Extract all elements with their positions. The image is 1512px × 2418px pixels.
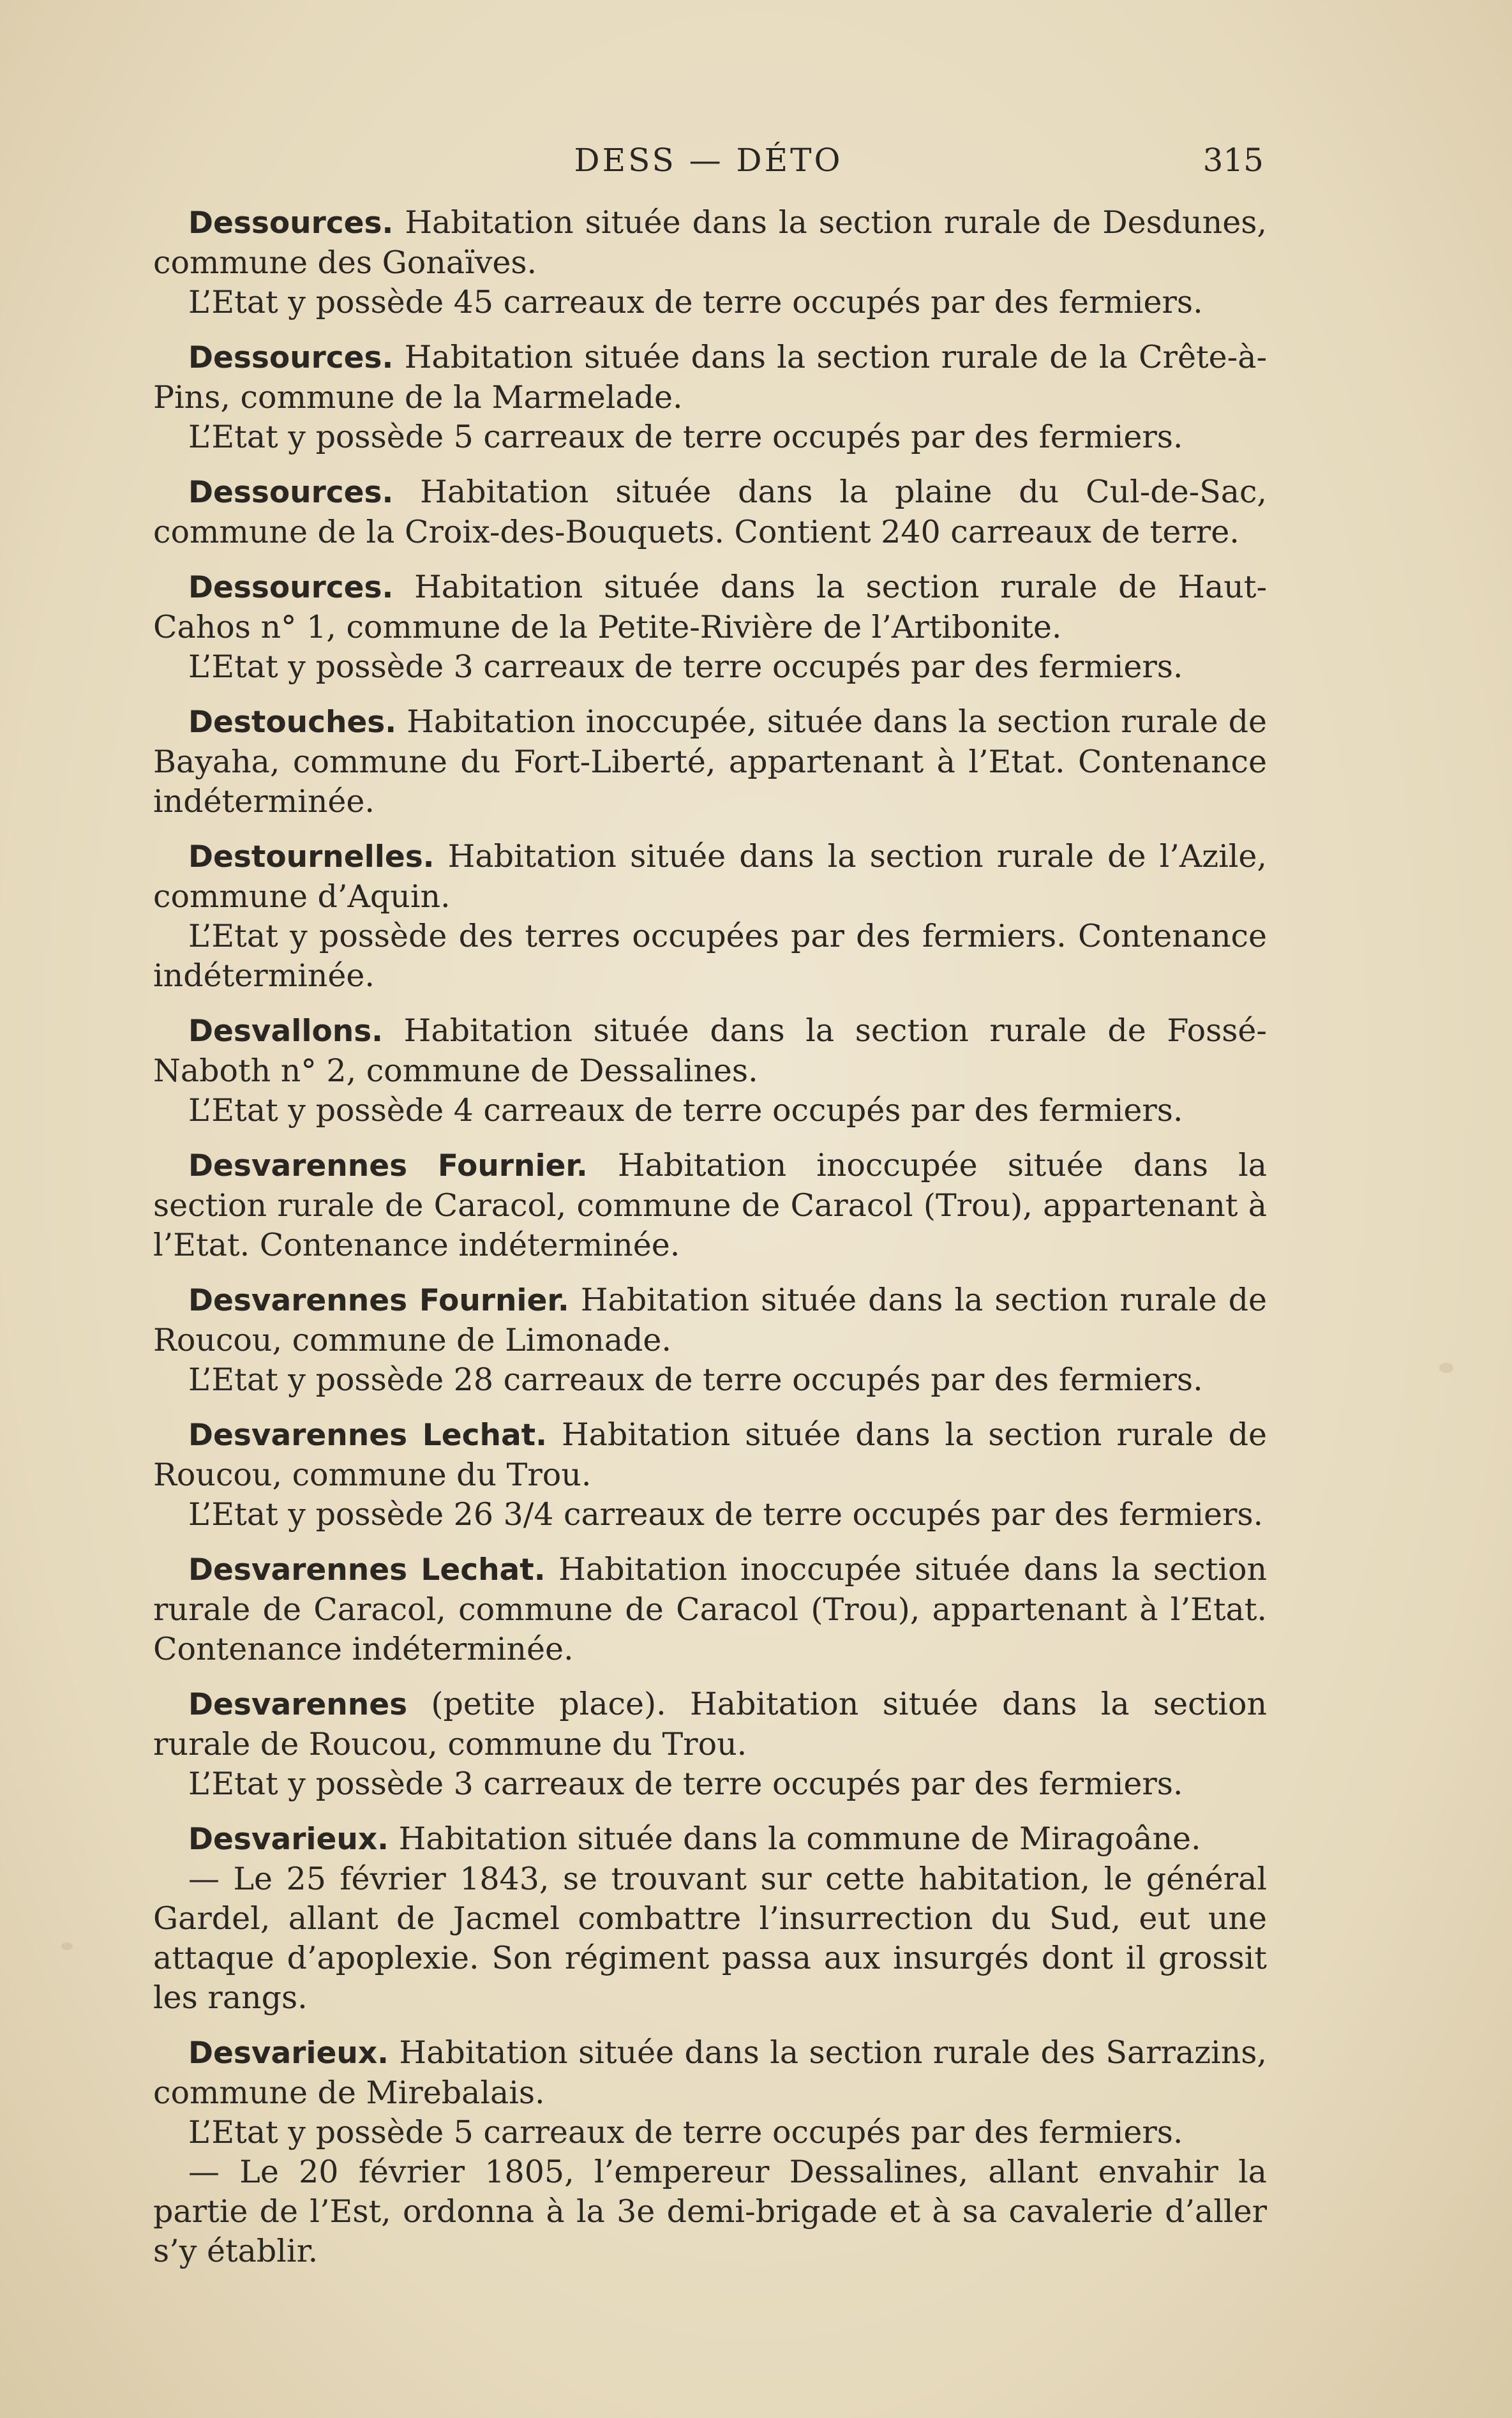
dictionary-entry [153, 837, 1267, 996]
entry-paragraph [153, 417, 1267, 457]
entry-paragraph [153, 702, 1267, 822]
entry-paragraph [153, 1415, 1267, 1495]
entry-text: — Le 25 février 1843, se trouvant sur cette habitation, le général Gardel, allant de Jacmel combattre l’insurrection du Sud, eut une attaque d’apoplexie. Son régiment passa aux insurgés dont il grossit les rangs. [153, 1861, 1267, 2016]
entry-text: L’Etat y possède 45 carreaux de terre occupés par des fermiers. [188, 284, 1203, 320]
entry-paragraph [153, 283, 1267, 322]
entry-headword: Desvarennes Fournier. [188, 1148, 588, 1183]
entry-paragraph [153, 837, 1267, 917]
entry-headword: Destouches. [188, 705, 397, 740]
entry-text: Habitation située dans la section rurale de Roucou, commune de Limonade. [153, 1282, 1267, 1358]
paper-stain [61, 1942, 73, 1950]
entry-text: Habitation située dans la plaine du Cul-de-Sac, commune de la Croix-des-Bouquets. Contient 240 carreaux de terre. [153, 474, 1268, 550]
entry-text: Habitation située dans la section rurale de l’Azile, commune d’Aquin. [153, 838, 1267, 915]
dictionary-entry [153, 702, 1267, 822]
paper-stain [1439, 1363, 1453, 1373]
entry-text: L’Etat y possède 4 carreaux de terre occupés par des fermiers. [188, 1092, 1183, 1129]
entry-paragraph [153, 1495, 1267, 1535]
entry-headword: Dessources. [188, 475, 394, 510]
entry-headword: Desvarennes Lechat. [188, 1552, 546, 1588]
entry-text: L’Etat y possède 5 carreaux de terre occupés par des fermiers. [188, 2114, 1183, 2151]
entry-paragraph [153, 1859, 1267, 2018]
dictionary-entry [153, 1011, 1267, 1130]
entry-paragraph [153, 338, 1267, 417]
dictionary-entry [153, 2033, 1267, 2271]
entry-paragraph [153, 203, 1267, 283]
entry-text: Habitation située dans la section rurale de Fossé-Naboth n° 2, commune de Dessalines. [153, 1012, 1267, 1089]
entry-text: (petite place). Habitation située dans la section rurale de Roucou, commune du Trou. [153, 1686, 1267, 1762]
entry-text: Habitation située dans la section rurale des Sarrazins, commune de Mirebalais. [153, 2034, 1268, 2111]
entry-text: L’Etat y possède 5 carreaux de terre occupés par des fermiers. [188, 419, 1183, 455]
entry-paragraph [153, 1091, 1267, 1130]
entry-text: Habitation située dans la section rurale de Desdunes, commune des Gonaïves. [153, 204, 1267, 281]
entry-text: Habitation inoccupée, située dans la section rurale de Bayaha, commune du Fort-Liberté, appartenant à l’Etat. Contenance indéterminée. [153, 703, 1268, 820]
entry-text: Habitation située dans la section rurale de Roucou, commune du Trou. [153, 1416, 1268, 1493]
dictionary-entry [153, 1415, 1267, 1535]
dictionary-entry [153, 1550, 1267, 1669]
entry-headword: Destournelles. [188, 839, 435, 875]
entry-paragraph [153, 1685, 1267, 1764]
entry-text: — Le 20 février 1805, l’empereur Dessalines, allant envahir la partie de l’Est, ordonna à la 3e demi-brigade et à sa cavalerie d’aller s’y établir. [153, 2154, 1267, 2269]
dictionary-entry [153, 1280, 1267, 1400]
dictionary-entries [153, 203, 1267, 2287]
entry-text: Habitation située dans la section rurale de la Crête-à-Pins, commune de la Marmelade. [153, 339, 1267, 416]
entry-paragraph [153, 2152, 1267, 2271]
dictionary-entry [153, 1819, 1267, 2018]
entry-text: Habitation située dans la commune de Miragoâne. [398, 1821, 1201, 1857]
page-header [153, 142, 1264, 186]
entry-paragraph [153, 647, 1267, 687]
dictionary-entry [153, 1146, 1267, 1265]
running-head: DESS — DÉTO [574, 142, 843, 179]
entry-paragraph [153, 1011, 1267, 1091]
entry-headword: Desvarieux. [188, 2036, 389, 2071]
entry-text: L’Etat y possède des terres occupées par des fermiers. Contenance indéterminée. [153, 918, 1267, 994]
dictionary-entry [153, 1685, 1267, 1804]
entry-text: Habitation inoccupée située dans la section rurale de Caracol, commune de Caracol (Trou), appartenant à l’Etat. Contenance indéterminée. [153, 1147, 1267, 1263]
entry-headword: Desvarieux. [188, 1822, 389, 1857]
entry-paragraph [153, 2033, 1267, 2113]
entry-paragraph [153, 1280, 1267, 1360]
dictionary-entry [153, 203, 1267, 322]
entry-paragraph [153, 567, 1267, 647]
dictionary-entry [153, 567, 1267, 687]
entry-headword: Desvarennes [188, 1687, 408, 1722]
entry-text: L’Etat y possède 3 carreaux de terre occupés par des fermiers. [188, 1766, 1183, 1802]
entry-paragraph [153, 1146, 1267, 1265]
entry-headword: Desvallons. [188, 1014, 384, 1049]
entry-paragraph [153, 472, 1267, 552]
entry-headword: Desvarennes Fournier. [188, 1283, 569, 1318]
entry-headword: Desvarennes Lechat. [188, 1418, 547, 1453]
entry-paragraph [153, 1764, 1267, 1804]
entry-paragraph [153, 1819, 1267, 1859]
entry-text: Habitation située dans la section rurale de Haut-Cahos n° 1, commune de la Petite-Rivière de l’Artibonite. [153, 569, 1267, 645]
page-number: 315 [1202, 142, 1264, 179]
entry-paragraph [153, 1360, 1267, 1400]
entry-text: L’Etat y possède 3 carreaux de terre occupés par des fermiers. [188, 649, 1183, 685]
entry-paragraph [153, 1550, 1267, 1669]
entry-text: Habitation inoccupée située dans la section rurale de Caracol, commune de Caracol (Trou), appartenant à l’Etat. Contenance indéterminée. [153, 1551, 1268, 1667]
entry-paragraph [153, 917, 1267, 996]
entry-text: L’Etat y possède 26 3/4 carreaux de terre occupés par des fermiers. [188, 1496, 1264, 1533]
entry-paragraph [153, 2113, 1267, 2152]
entry-headword: Dessources. [188, 206, 394, 241]
entry-text: L’Etat y possède 28 carreaux de terre occupés par des fermiers. [188, 1362, 1203, 1398]
dictionary-entry [153, 472, 1267, 552]
entry-headword: Dessources. [188, 340, 394, 375]
dictionary-entry [153, 338, 1267, 457]
entry-headword: Dessources. [188, 570, 394, 605]
